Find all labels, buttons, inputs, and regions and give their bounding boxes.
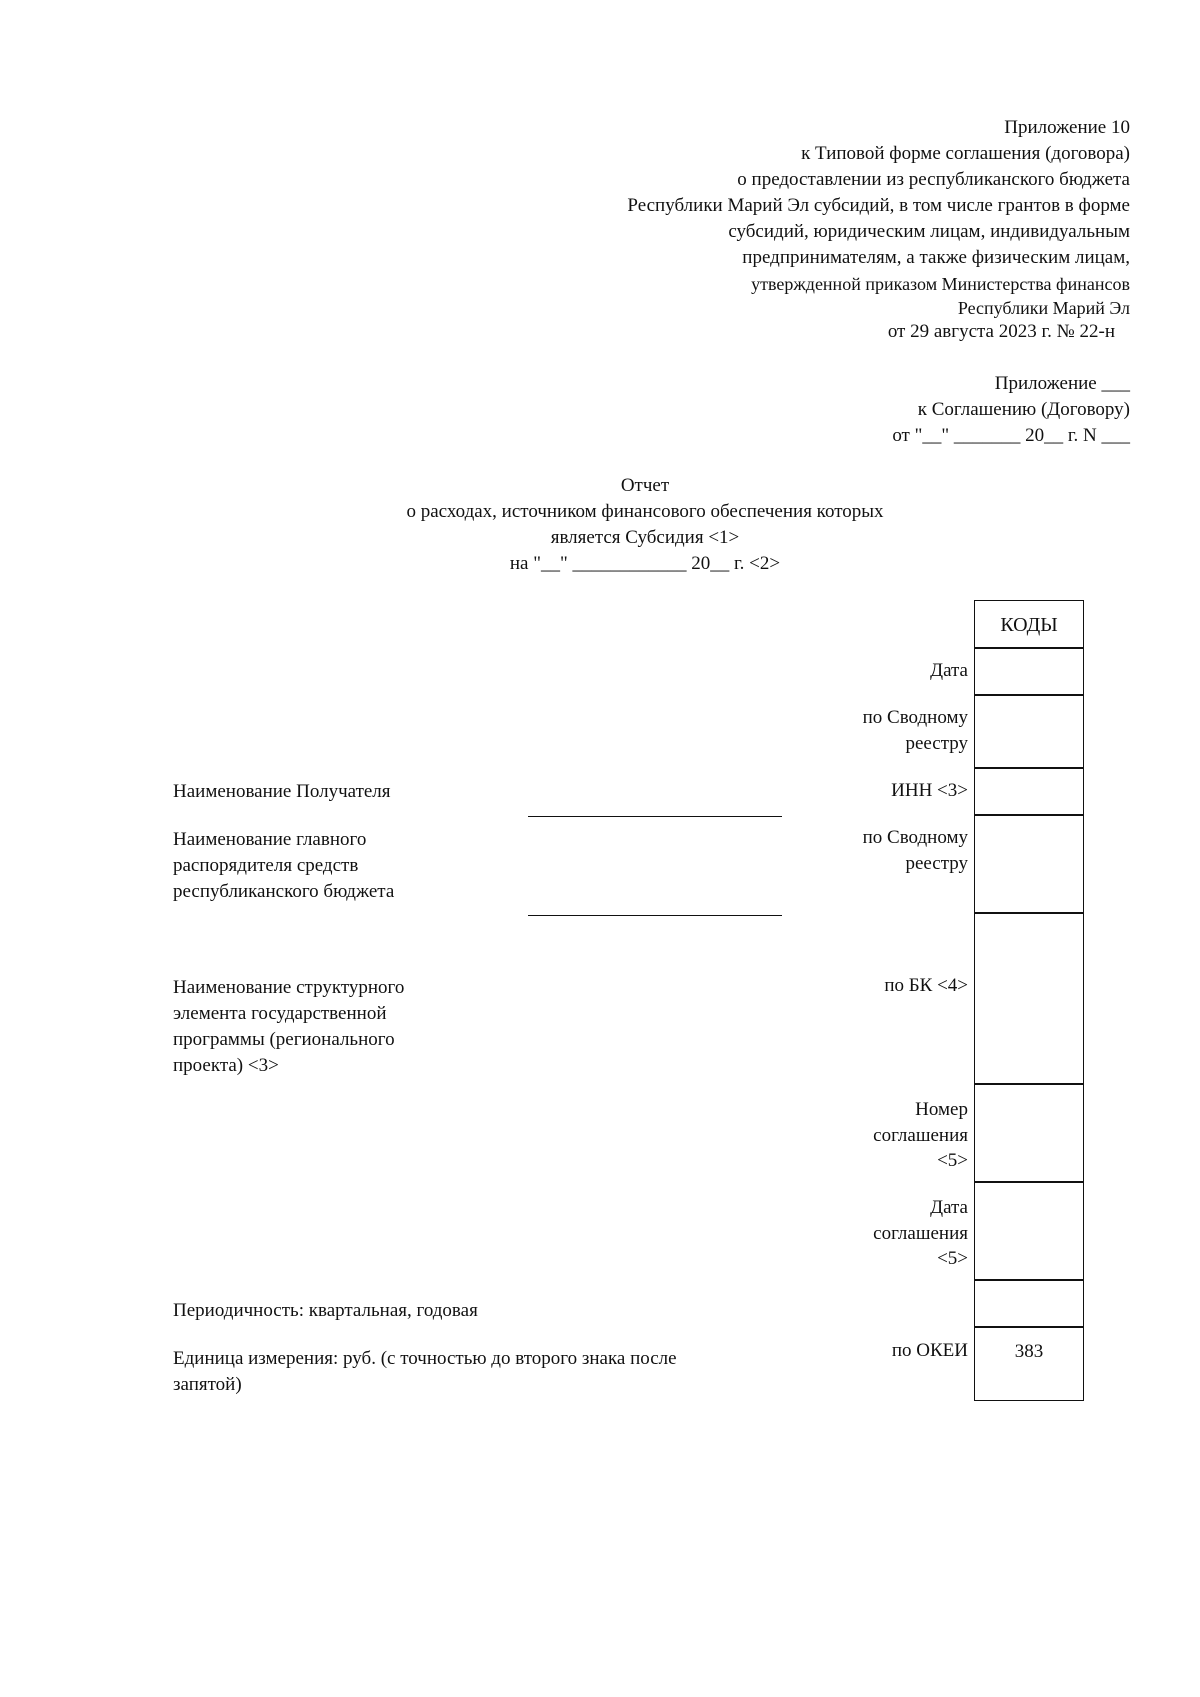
codes-header: КОДЫ — [1000, 614, 1058, 636]
label-svod-reestr: по Сводному — [862, 707, 968, 728]
code-cell-date[interactable] — [974, 647, 1084, 696]
label-svod-reestr-2: реестру — [905, 853, 968, 874]
label-svod-reestr: реестру — [905, 733, 968, 754]
label-agreement-date: <5> — [937, 1248, 968, 1269]
appendix-line: к Типовой форме соглашения (договора) — [801, 143, 1130, 164]
title-line: Отчет — [620, 475, 670, 496]
code-cell-svod-reestr[interactable] — [974, 694, 1084, 769]
code-cell-bk[interactable] — [974, 912, 1084, 1085]
title-line: о расходах, источником финансового обеспечения которых — [406, 501, 884, 522]
appendix-line: Республики Марий Эл — [957, 298, 1130, 318]
appendix-line: о предоставлении из республиканского бюджета — [737, 169, 1130, 190]
label-agreement-number: <5> — [937, 1150, 968, 1171]
periodicity-label: Периодичность: квартальная, годовая — [173, 1300, 478, 1321]
label-agreement-date: Дата — [930, 1197, 968, 1218]
agreement-line: Приложение ___ — [994, 373, 1130, 394]
code-cell-inn[interactable] — [974, 767, 1084, 816]
code-cell-agreement-date[interactable] — [974, 1181, 1084, 1281]
structural-element-label: элемента государственной — [173, 1003, 387, 1024]
structural-element-label: программы (регионального — [173, 1029, 395, 1050]
main-manager-label: Наименование главного — [173, 829, 367, 850]
main-manager-label: республиканского бюджета — [173, 881, 395, 902]
label-bk: по БК <4> — [884, 975, 968, 996]
appendix-line: Приложение 10 — [1004, 117, 1130, 138]
label-agreement-date: соглашения — [873, 1223, 968, 1244]
label-agreement-number: Номер — [915, 1099, 968, 1120]
label-inn: ИНН <3> — [891, 780, 968, 801]
appendix-line: предпринимателям, а также физическим лицам, — [742, 247, 1130, 268]
unit-label: запятой) — [173, 1374, 242, 1395]
code-cell-periodicity[interactable] — [974, 1279, 1084, 1328]
structural-element-label: проекта) <3> — [173, 1055, 279, 1076]
recipient-label: Наименование Получателя — [173, 781, 391, 802]
appendix-line: субсидий, юридическим лицам, индивидуальным — [728, 221, 1130, 242]
label-agreement-number: соглашения — [873, 1125, 968, 1146]
title-line: на "__" ____________ 20__ г. <2> — [509, 553, 781, 574]
recipient-underline[interactable] — [528, 816, 782, 817]
structural-element-label: Наименование структурного — [173, 977, 405, 998]
agreement-line: от "__" _______ 20__ г. N ___ — [892, 425, 1130, 446]
appendix-line: от 29 августа 2023 г. № 22-н — [887, 321, 1115, 342]
main-manager-underline[interactable] — [528, 915, 782, 916]
label-okei: по ОКЕИ — [891, 1340, 968, 1361]
title-line: является Субсидия <1> — [550, 527, 740, 548]
code-cell-svod-reestr-2[interactable] — [974, 814, 1084, 914]
code-cell-agreement-number[interactable] — [974, 1083, 1084, 1183]
unit-label: Единица измерения: руб. (с точностью до второго знака после — [173, 1348, 677, 1369]
agreement-line: к Соглашению (Договору) — [917, 399, 1130, 420]
appendix-line: утвержденной приказом Министерства финансов — [751, 274, 1130, 294]
label-date: Дата — [930, 660, 968, 681]
label-svod-reestr-2: по Сводному — [862, 827, 968, 848]
okei-value: 383 — [1014, 1341, 1044, 1362]
main-manager-label: распорядителя средств — [173, 855, 359, 876]
code-cell-okei[interactable] — [974, 1326, 1084, 1401]
codes-header-cell — [974, 600, 1084, 649]
appendix-line: Республики Марий Эл субсидий, в том числе грантов в форме — [627, 195, 1130, 216]
